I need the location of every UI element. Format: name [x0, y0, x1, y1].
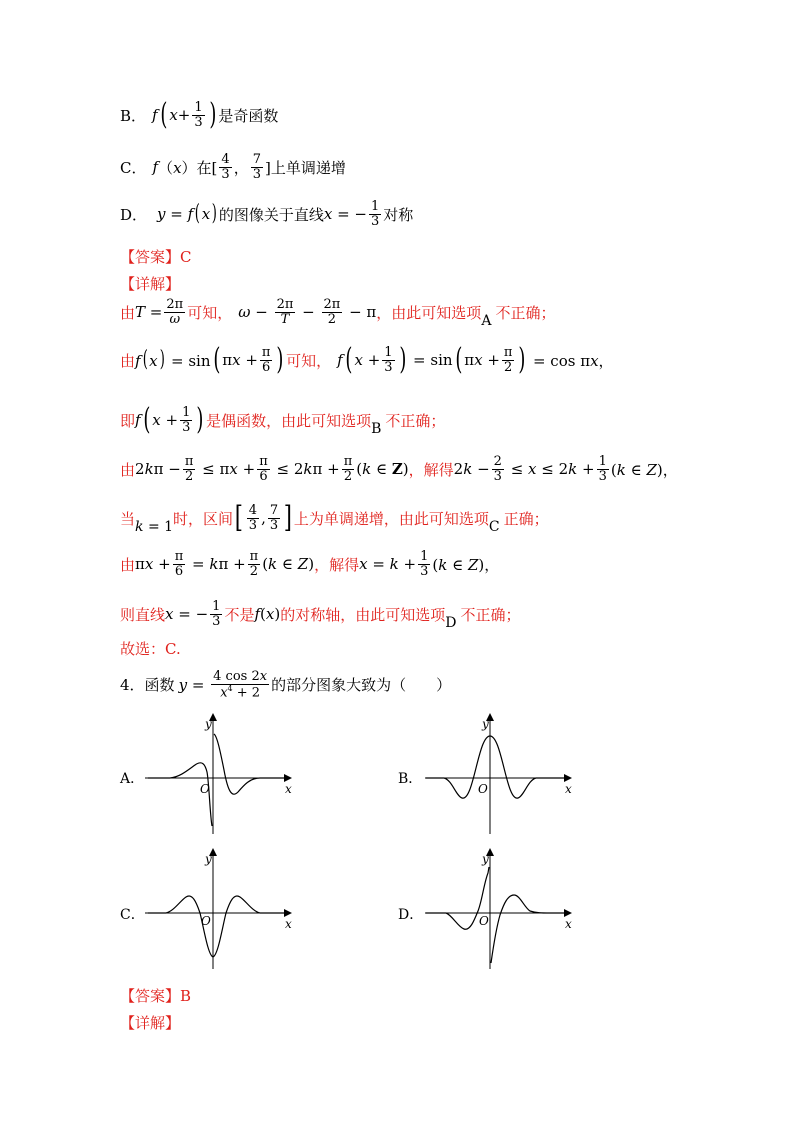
- graph-b-label[interactable]: B．: [398, 771, 423, 787]
- graph-d[interactable]: [420, 845, 580, 970]
- x-axis-label: x: [285, 917, 292, 931]
- x-axis-label: x: [285, 782, 292, 796]
- y-axis-label: y: [482, 852, 489, 866]
- solution-line-5: 当 k = 1 时，区间 [ $\frac{4}{3}$ , $\frac{7}{3}$ ] 上为单调递增，由此可知选项 C 正确；: [120, 500, 549, 535]
- solution-line-8: 故选：C.: [120, 640, 181, 658]
- solution-line-2: 由 f( x) = sin ( πx + $\frac{\pi}{6}$ ) 可知， f ( x + $\frac{1}{3}$ ) = sin ( πx + $\frac{\pi}{2}$ ) = cos πx，: [120, 342, 614, 377]
- x-axis-label: x: [565, 782, 572, 796]
- option-b-text: 是奇函数: [218, 106, 279, 125]
- graph-a[interactable]: [140, 710, 300, 835]
- answer-2: [120, 985, 191, 1006]
- y-axis-label: y: [205, 852, 212, 866]
- y-axis-label: y: [482, 717, 489, 731]
- x-axis-label: x: [565, 917, 572, 931]
- question-4: 4． 函数 y = $\frac{4 \cos 2x}{x^4 + 2}$ 的部分图象大致为（ ）: [120, 669, 452, 700]
- math: f: [152, 106, 158, 124]
- solution-line-1: 由 T = $\frac{2\pi}{\omega}$ 可知， ω − $\frac{2\pi}{T}$ − $\frac{2\pi}{2}$ − π ，由此可知选项 A 不正确；: [120, 297, 556, 330]
- solution-line-6: 由 πx + $\frac{\pi}{6}$ = kπ + $\frac{\pi}{2}$ (k ∈ Z) ，解得 x = k + $\frac{1}{3}$ (k ∈ Z)，: [120, 549, 500, 579]
- solution-line-7: 则直线 x = − $\frac{1}{3}$ 不是 f(x) 的对称轴，由此可知选项 D 不正确；: [120, 599, 521, 632]
- option-d: D． y = f ( x ) 的图像关于直线 x = − $\frac{1}{3}$ 对称: [120, 199, 414, 229]
- option-c-label: C．: [120, 158, 147, 177]
- answer-value: C: [180, 247, 192, 266]
- option-c: C． f （x） 在[ $\frac{4}{3}$ ， $\frac{7}{3}$ ]上单调递增: [120, 152, 346, 182]
- graph-c[interactable]: [140, 845, 300, 970]
- origin-label: O: [478, 782, 488, 796]
- graph-d-label[interactable]: D．: [398, 907, 424, 923]
- detail-2: 【详解】: [120, 1014, 181, 1032]
- option-d-text: 对称: [383, 205, 414, 224]
- option-b-label: B．: [120, 106, 147, 125]
- answer-1: [120, 246, 192, 267]
- answer-value: B: [180, 986, 192, 1005]
- option-d-mid: 的图像关于直线: [218, 205, 324, 224]
- graph-c-label[interactable]: C．: [120, 907, 145, 923]
- solution-line-4: 由 2kπ − $\frac{\pi}{2}$ ≤ πx + $\frac{\pi}{6}$ ≤ 2kπ + $\frac{\pi}{2}$ (k ∈ Z) ，解得 2k − $\frac{2}{3}$ ≤ x ≤ 2k + $\frac{1}{3}$ (k ∈ Z)，: [120, 454, 678, 484]
- origin-label: O: [200, 782, 210, 796]
- solution-line-3: 即 f ( x + $\frac{1}{3}$ ) 是偶函数，由此可知选项 B 不正确；: [120, 402, 446, 437]
- answer-label: 【答案】: [120, 987, 181, 1005]
- answer-label: 【答案】: [120, 248, 181, 266]
- option-d-label: D．: [120, 205, 148, 224]
- option-c-mid: 在[: [196, 158, 218, 177]
- detail-1: 【详解】: [120, 275, 181, 293]
- option-b: B． f ( x + $\frac{1}{3}$ ) 是奇函数: [120, 97, 279, 132]
- origin-label: O: [479, 914, 489, 928]
- graph-b[interactable]: [420, 710, 580, 835]
- option-c-text: ]上单调递增: [264, 158, 346, 177]
- question-number: 4．: [120, 676, 145, 695]
- y-axis-label: y: [205, 717, 212, 731]
- graph-a-label[interactable]: A．: [120, 771, 145, 787]
- origin-label: O: [201, 914, 211, 928]
